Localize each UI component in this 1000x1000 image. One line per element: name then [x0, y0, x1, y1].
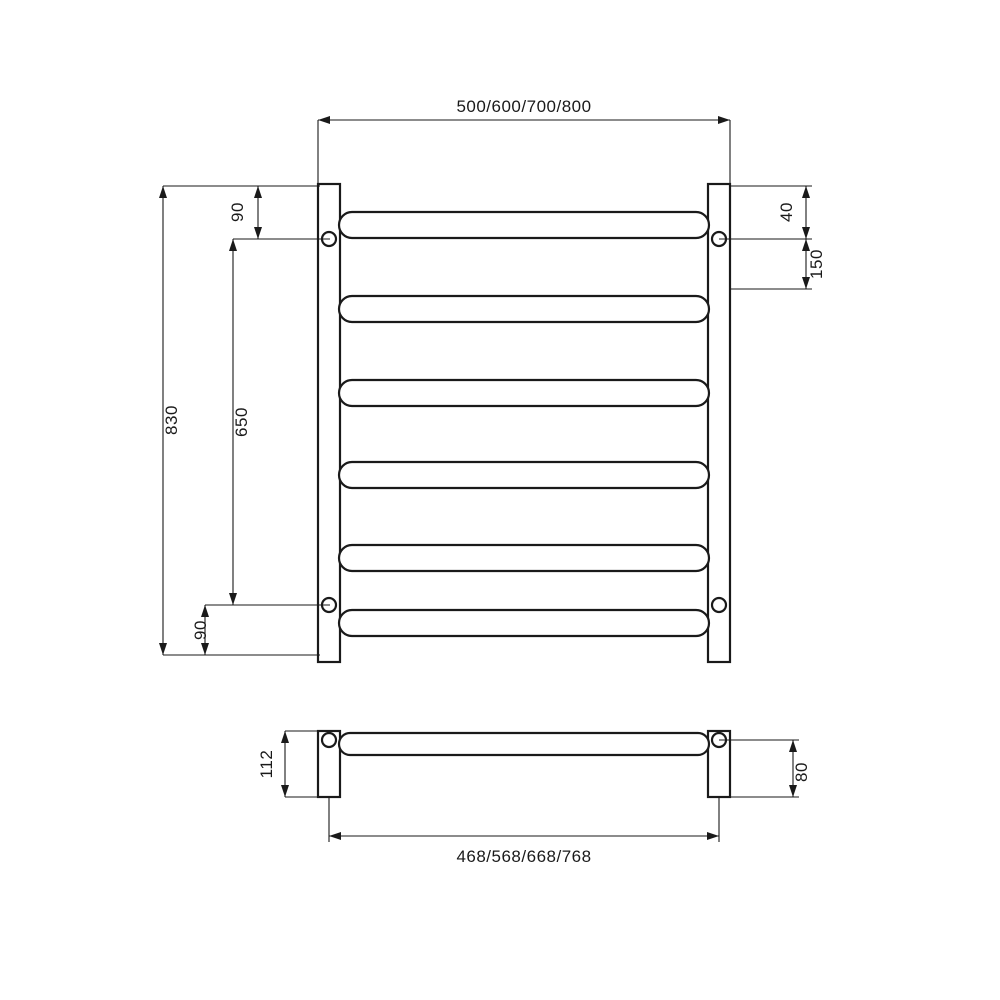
left-post — [318, 184, 340, 662]
dim-overall-width — [318, 116, 730, 186]
dim-bracket-spacing — [730, 239, 812, 289]
dim-label-overall-width: 500/600/700/800 — [456, 97, 592, 116]
dim-label-side-projection: 80 — [792, 762, 811, 782]
right-post — [708, 184, 730, 662]
dim-label-bottom-offset: 90 — [191, 620, 210, 640]
front-elevation-view — [318, 184, 730, 662]
dim-label-top-offset: 90 — [228, 202, 247, 222]
dim-side-depth — [281, 731, 320, 797]
side-elevation-view — [318, 731, 730, 797]
dim-label-overall-height: 830 — [162, 405, 181, 435]
dim-label-side-depth: 112 — [257, 749, 276, 779]
side-mount-left — [322, 733, 336, 747]
rail-bars — [339, 212, 709, 636]
dim-label-rail-span: 650 — [232, 407, 251, 437]
side-rail — [339, 733, 709, 755]
dim-top-offset — [254, 186, 320, 239]
dim-label-bracket-offset: 40 — [777, 202, 796, 222]
dim-bottom-offset — [201, 605, 330, 655]
dim-mount-centres — [329, 797, 719, 842]
dim-label-bracket-spacing: 150 — [807, 249, 826, 279]
dim-label-mount-centres: 468/568/668/768 — [456, 847, 592, 866]
dim-bracket-offset — [719, 186, 812, 239]
